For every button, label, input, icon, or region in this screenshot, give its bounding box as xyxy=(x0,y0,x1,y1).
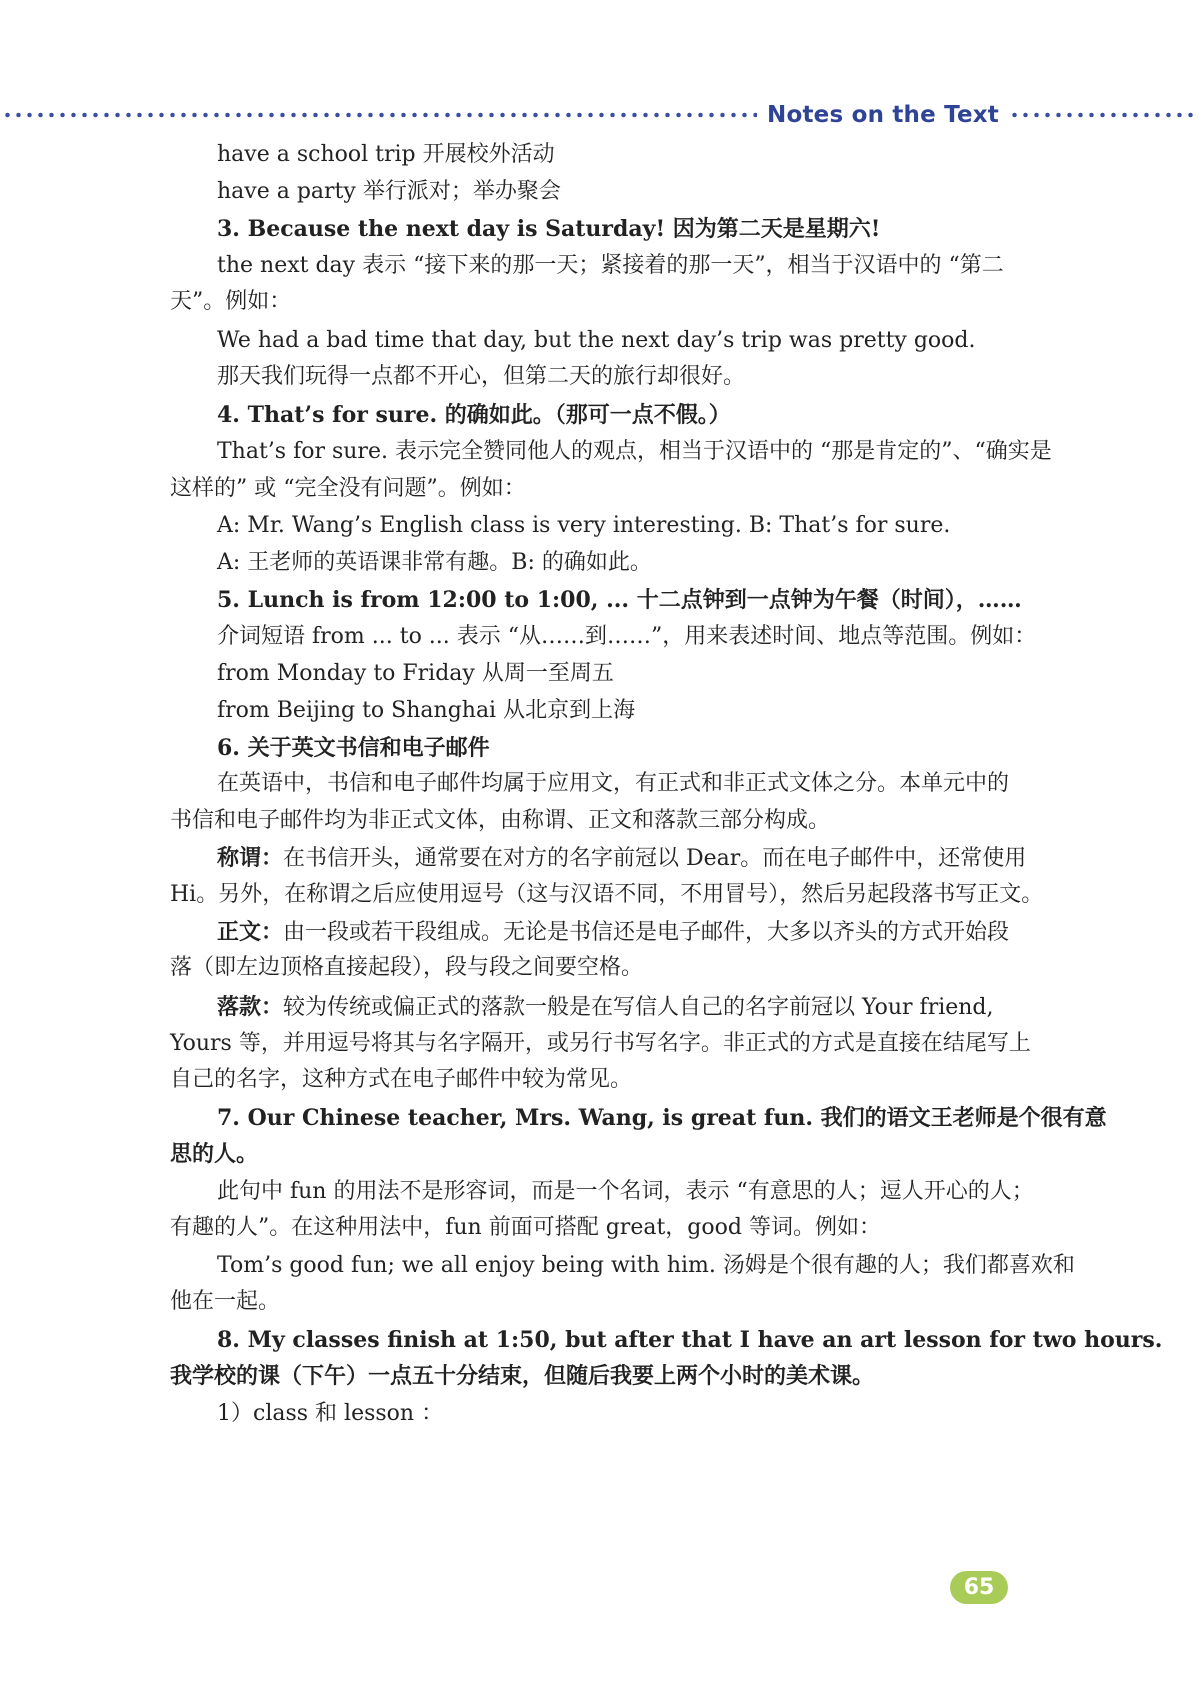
section-title: Notes on the Text xyxy=(767,102,999,128)
paragraph-line: 落（即左边顶格直接起段），段与段之间要空格。 xyxy=(170,955,644,980)
note-heading-7-cont: 思的人。 xyxy=(170,1141,259,1167)
note-heading-6: 6. 关于英文书信和电子邮件 xyxy=(217,735,490,761)
page-number-badge: 65 xyxy=(950,1571,1008,1604)
paragraph-line: 天”。例如： xyxy=(170,289,292,314)
paragraph-line xyxy=(217,917,1009,948)
label-body: 正文： xyxy=(217,919,284,945)
example-translation: A: 王老师的英语课非常有趣。B: 的确如此。 xyxy=(217,550,652,575)
phrase-example: have a party 举行派对；举办聚会 xyxy=(217,179,561,204)
paragraph-line: 自己的名字，这种方式在电子邮件中较为常见。 xyxy=(170,1067,633,1092)
running-header xyxy=(0,98,1199,132)
note-heading-8: 8. My classes finish at 1:50, but after that I have an art lesson for two hours. xyxy=(217,1327,1163,1353)
paragraph-line: 介词短语 from ... to ... 表示 “从……到……”，用来表述时间、地点等范围。例如： xyxy=(217,624,1037,649)
paragraph-text: 较为传统或偏正式的落款一般是在写信人自己的名字前冠以 Your friend, xyxy=(283,995,994,1020)
header-dotted-rule-right xyxy=(1009,112,1199,118)
paragraph-line: the next day 表示 “接下来的那一天；紧接着的那一天”，相当于汉语中的 “第二 xyxy=(217,253,1004,278)
phrase-example: from Monday to Friday 从周一至周五 xyxy=(217,661,614,686)
paragraph-line: Yours 等，并用逗号将其与名字隔开，或另行书写名字。非正式的方式是直接在结尾写上 xyxy=(170,1031,1031,1056)
note-heading-4: 4. That’s for sure. 的确如此。（那可一点不假。） xyxy=(217,402,731,428)
example-dialogue: A: Mr. Wang’s English class is very interesting. B: That’s for sure. xyxy=(217,513,951,538)
note-heading-7: 7. Our Chinese teacher, Mrs. Wang, is great fun. 我们的语文王老师是个很有意 xyxy=(217,1105,1107,1131)
paragraph-line: 这样的” 或 “完全没有问题”。例如： xyxy=(170,476,526,501)
label-closing: 落款： xyxy=(217,994,284,1020)
sub-point: 1）class 和 lesson ： xyxy=(217,1401,444,1426)
note-heading-8-cont: 我学校的课（下午）一点五十分结束，但随后我要上两个小时的美术课。 xyxy=(170,1363,875,1389)
paragraph-line: 有趣的人”。在这种用法中，fun 前面可搭配 great，good 等词。例如： xyxy=(170,1215,881,1240)
paragraph-line: That’s for sure. 表示完全赞同他人的观点，相当于汉语中的 “那是肯定的”、“确实是 xyxy=(217,439,1052,464)
paragraph-text: 在书信开头，通常要在对方的名字前冠以 Dear。而在电子邮件中，还常使用 xyxy=(283,846,1027,871)
label-salutation: 称谓： xyxy=(217,845,284,871)
header-dotted-rule-left xyxy=(2,112,757,118)
paragraph-text: 由一段或若干段组成。无论是书信还是电子邮件，大多以齐头的方式开始段 xyxy=(283,920,1010,945)
paragraph-line: 在英语中，书信和电子邮件均属于应用文，有正式和非正式文体之分。本单元中的 xyxy=(217,771,1010,796)
example-translation: 那天我们玩得一点都不开心，但第二天的旅行却很好。 xyxy=(217,364,746,389)
note-heading-5: 5. Lunch is from 12:00 to 1:00, ... 十二点钟到一点钟为午餐（时间），…… xyxy=(217,587,1022,613)
phrase-example: from Beijing to Shanghai 从北京到上海 xyxy=(217,698,636,723)
paragraph-line xyxy=(217,843,1026,874)
paragraph-line: 此句中 fun 的用法不是形容词，而是一个名词，表示 “有意思的人；逗人开心的人； xyxy=(217,1179,1034,1204)
note-heading-3: 3. Because the next day is Saturday! 因为第二天是星期六! xyxy=(217,216,881,242)
phrase-example: have a school trip 开展校外活动 xyxy=(217,142,555,167)
paragraph-line: 书信和电子邮件均为非正式文体，由称谓、正文和落款三部分构成。 xyxy=(170,808,831,833)
paragraph-line: Hi。另外，在称谓之后应使用逗号（这与汉语不同，不用冒号），然后另起段落书写正文。 xyxy=(170,882,1044,907)
example-sentence: Tom’s good fun; we all enjoy being with him. 汤姆是个很有趣的人；我们都喜欢和 xyxy=(217,1253,1075,1278)
paragraph-line xyxy=(217,992,994,1023)
example-sentence-cont: 他在一起。 xyxy=(170,1289,281,1314)
example-sentence: We had a bad time that day, but the next day’s trip was pretty good. xyxy=(217,328,976,353)
